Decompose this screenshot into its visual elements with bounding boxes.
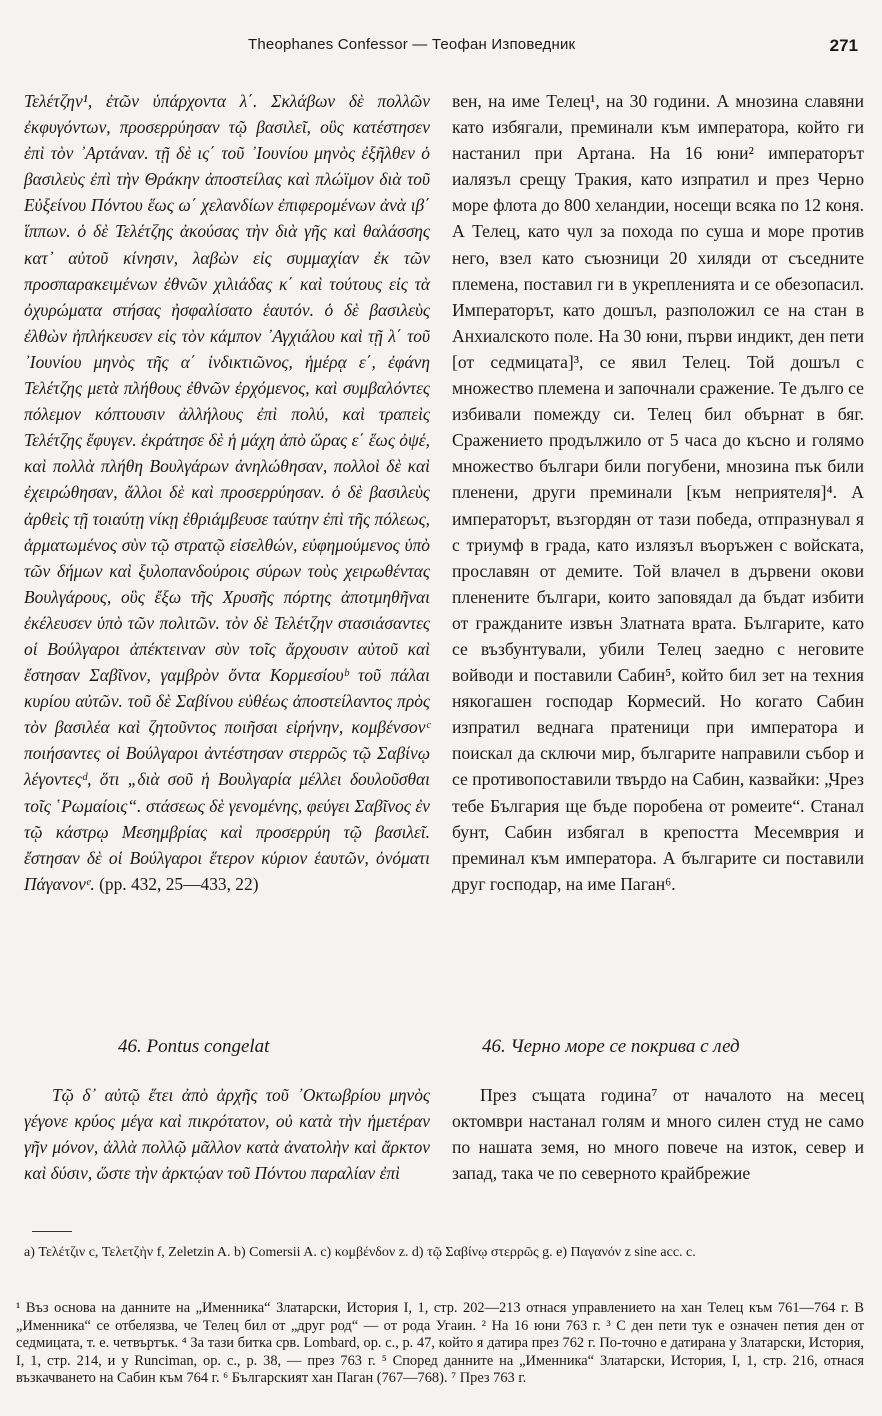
footnote-block: ¹ Въз основа на данните на „Именника“ Златарски, История I, 1, стр. 202—213 отнася управлението на хан Телец към 761—764 г. В „Именника“ се отбелязва, че Телец бил от „друг род“ — от рода Угаин. ² На 16 юни 763 г. ³ С ден пети тук е означен петия ден от седмицата, т. е. четвъртък. ⁴ За тази битка срв. Lombard, op. c., p. 47, който я датира през 762 г. По-точно е датирана у Златарски, История, I, 1, стр. 214, и у Runciman, op. c., p. 38, — през 763 г. ⁵ Според данните на „Именника“ Златарски, История, I, 1, стр. 216, отнася възкачването на Сабин към 764 г. ⁶ Българският хан Паган (767—768). ⁷ През 763 г. [16, 1300, 864, 1387]
greek-column [24, 88, 430, 897]
footnotes [16, 1300, 864, 1388]
footnote-divider [32, 1231, 72, 1232]
running-title: Theophanes Confessor — Теофан Изповедник [248, 36, 576, 53]
page-number: 271 [829, 36, 858, 55]
greek-column-section46 [24, 1082, 430, 1186]
bulgarian-passage-section46: През същата година⁷ от началото на месец октомври настанал голям и много силен студ не само по нашата земя, но много повече на изток, север и запад, така че по северното крайбрежие [452, 1085, 864, 1184]
section-heading-latin: 46. Pontus congelat [118, 1036, 270, 1057]
greek-reference: (pp. 432, 25—433, 22) [99, 873, 259, 894]
greek-passage [24, 88, 430, 897]
page-header [0, 36, 882, 60]
greek-text: Τελέτζην¹, ἐτῶν ὑπάρχοντα λ΄. Σκλάβων δὲ πολλῶν ἐκφυγόντων, προσερρύησαν τῷ βασιλεῖ, οὓς κατέστησεν ἐπὶ τὸν ᾽Αρτάναν. τῇ δὲ ις΄ τοῦ ᾽Ιουνίου μηνὸς ἐξῆλθεν ὁ βασιλεὺς ἐπὶ τὴν Θράκην ἀποστείλας καὶ πλώϊμον διὰ τοῦ Εὐξείνου Πόντου ἕως ω΄ χελανδίων ἐπιφερομένων ἀνὰ ιβ΄ ἵππων. ὁ δὲ Τελέτζης ἀκούσας τὴν διὰ γῆς καὶ θαλάσσης κατ᾽ αὐτοῦ κίνησιν, λαβὼν εἰς συμμαχίαν ἐκ τῶν προσπαρακειμένων ἐθνῶν χιλιάδας κ΄ καὶ τούτους εἰς τὰ ὀχυρώματα στήσας ἠσφαλίσατο ἑαυτόν. ὁ δὲ βασιλεὺς ἐλθὼν ἠπλήκευσεν εἰς τὸν κάμπον ᾽Αγχιάλου καὶ τῇ λ΄ τοῦ ᾽Ιουνίου μηνὸς τῆς α΄ ἰνδικτιῶνος, ἡμέρᾳ ε΄, ἐφάνη Τελέτζης μετὰ πλήθους ἐθνῶν ἐρχόμενος, καὶ συμβαλόντες πόλεμον κόπτουσιν ἀλλήλους ἐπὶ πολύ, καὶ τραπεὶς Τελέτζης ἔφυγεν. ἐκράτησε δὲ ἡ μάχη ἀπὸ ὥρας ε΄ ἕως ὀψέ, καὶ πολλὰ πλήθη Βουλγάρων ἀνηλώθησαν, πολλοὶ δὲ καὶ ἐχειρώθησαν, ἄλλοι δὲ καὶ προσερρύησαν. ὁ δὲ βασιλεὺς ἀρθεὶς τῇ τοιαύτῃ νίκῃ ἐθριάμβευσε ταύτην ἐπὶ τῆς πόλεως, ἁρματωμένος σὺν τῷ στρατῷ εἰσελθών, εὐφημούμενος ὑπὸ τῶν δήμων καὶ ξυλοπανδούροις σύρων τοὺς χειρωθέντας Βουλγάρους, οὓς ἔξω τῆς Χρυσῆς πόρτης ἀποτμηθῆναι ἐκέλευσεν ὑπὸ τῶν πολιτῶν. τὸν δὲ Τελέτζην στασιάσαντες οἱ Βούλγαροι ἀπέκτειναν σὺν τοῖς ἄρχουσιν αὐτοῦ καὶ ἔστησαν Σαβῖνον, γαμβρὸν ὄντα Κορμεσίουᵇ τοῦ πάλαι κυρίου αὐτῶν. τοῦ δὲ Σαβίνου εὐθέως ἀποστείλαντος πρὸς τὸν βασιλέα καὶ ζητοῦντος ποιῆσαι εἰρήνην, κομβένσονᶜ ποιήσαντες οἱ Βούλγαροι ἀντέστησαν στερρῶς τῷ Σαβίνῳ λέγοντεςᵈ, ὅτι „διὰ σοῦ ἡ Βουλγαρία μέλλει δουλοῦσθαι τοῖς ῾Ρωμαίοις“. στάσεως δὲ γενομένης, φεύγει Σαβῖνος ἐν τῷ κάστρῳ Μεσημβρίας καὶ προσερρύη τῷ βασιλεῖ. ἔστησαν δὲ οἱ Βούλγαροι ἕτερον κύριον ἑαυτῶν, ὀνόματι Πάγανονᵉ. [24, 91, 430, 894]
bulgarian-passage: вен, на име Телец¹, на 30 години. А мнозина славяни като избягали, преминали към императора, който ги настанил при Артана. На 16 юни² императорът иалязъл срещу Тракия, като изпратил и през Черно море флота до 800 хеландии, носещи всяка по 12 коня. А Телец, като чул за похода по суша и море против него, взел като съюзници 20 хиляди от съседните племена, поставил ги в укрепленията и се обезопасил. Императорът, като дошъл, разположил се на стан в Анхиалското поле. На 30 юни, първи индикт, ден пети [от седмицата]³, се явил Телец. Той дошъл с множество племена и започнали сражение. Те дълго се избивали помежду си. Телец бил обърнат в бяг. Сражението продължило от 5 часа до късно и голямо множество българи били погубени, мнозина пък били пленени, други преминали [към неприятеля]⁴. А императорът, възгордян от тази победа, отпразнувал я с триумф в града, като излязъл въоръжен с войската, прославян от демите. Той влачел в дървени окови пленените българи, които заповядал да бъдат избити от гражданите извън Златната врата. Българите, като се възбунтували, убили Телец заедно с неговите войводи и поставили Сабин⁵, който бил зет на техния някогашен господар Кормесий. Но когато Сабин изпратил веднага пратеници при императора и поискал да сключи мир, българите направили събор и се противопоставили твърдо на Сабин, казвайки: „Чрез тебе България ще бъде поробена от ромеите“. Станал бунт, Сабин избягал в крепостта Месемврия и преминал към императора. А българите си поставили друг господар, на име Паган⁶. [452, 91, 864, 894]
bulgarian-column-section46 [452, 1082, 864, 1186]
section-heading-bulgarian: 46. Черно море се покрива с лед [482, 1036, 740, 1057]
critical-apparatus: a) Τελέτζιν c, Τελετζὴν f, Zeletzin A. b) Comersii A. c) κομβένδον z. d) τῷ Σαβίνῳ στερρῶς g. e) Παγανόν z sine acc. c. [24, 1245, 696, 1260]
bulgarian-column [452, 88, 864, 897]
greek-passage-section46: Τῷ δ᾽ αὐτῷ ἔτει ἀπὸ ἀρχῆς τοῦ ᾽Οκτωβρίου μηνὸς γέγονε κρύος μέγα καὶ πικρότατον, οὐ κατὰ τὴν ἡμετέραν γῆν μόνον, ἀλλὰ πολλῷ μᾶλλον κατὰ ἀνατολὴν καὶ ἄρκτον καὶ δύσιν, ὥστε τὴν ἀρκτῴαν τοῦ Πόντου παραλίαν ἐπὶ [24, 1085, 430, 1184]
